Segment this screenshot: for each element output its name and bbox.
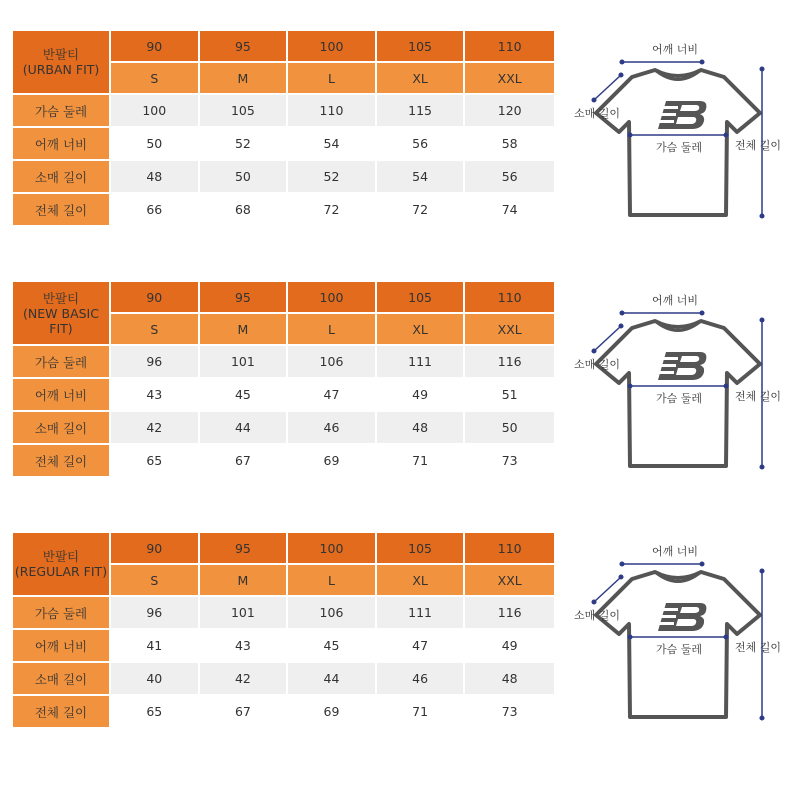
total-length-label: 전체 길이	[735, 641, 782, 654]
row-total-length	[13, 445, 554, 478]
fit-title-cell	[13, 282, 111, 346]
value-cell: 41	[111, 630, 200, 663]
value-cell: 67	[200, 696, 289, 729]
size-number: 110	[465, 282, 554, 314]
size-code: XL	[377, 314, 466, 346]
size-code: XXL	[465, 314, 554, 346]
row-label: 전체 길이	[13, 445, 111, 478]
value-cell: 43	[200, 630, 289, 663]
value-cell: 106	[288, 346, 377, 379]
row-shoulder	[13, 128, 554, 161]
value-cell: 44	[200, 412, 289, 445]
size-code: XXL	[465, 63, 554, 95]
row-label: 어깨 너비	[13, 379, 111, 412]
value-cell: 68	[200, 194, 289, 227]
size-number: 105	[377, 533, 466, 565]
size-code: S	[111, 565, 200, 597]
value-cell: 42	[111, 412, 200, 445]
row-label: 소매 길이	[13, 161, 111, 194]
value-cell: 50	[111, 128, 200, 161]
value-cell: 58	[465, 128, 554, 161]
row-chest	[13, 597, 554, 630]
size-table	[13, 31, 554, 227]
size-number: 110	[465, 31, 554, 63]
row-shoulder	[13, 379, 554, 412]
size-number-row	[13, 282, 554, 314]
value-cell: 72	[288, 194, 377, 227]
size-chart-new-basic-fit	[0, 282, 800, 492]
value-cell: 106	[288, 597, 377, 630]
size-number: 110	[465, 533, 554, 565]
value-cell: 56	[377, 128, 466, 161]
value-cell: 101	[200, 346, 289, 379]
value-cell: 120	[465, 95, 554, 128]
value-cell: 116	[465, 597, 554, 630]
row-label: 가슴 둘레	[13, 95, 111, 128]
fit-title: 반팔티	[42, 47, 80, 62]
value-cell: 48	[377, 412, 466, 445]
sleeve-length-label: 소매 길이	[574, 609, 621, 622]
shoulder-measure-line	[620, 311, 704, 315]
value-cell: 72	[377, 194, 466, 227]
total-length-label: 전체 길이	[735, 139, 782, 152]
size-code: L	[288, 565, 377, 597]
value-cell: 111	[377, 346, 466, 379]
row-chest	[13, 95, 554, 128]
fit-subtitle: (REGULAR FIT)	[14, 564, 108, 579]
size-code: XL	[377, 565, 466, 597]
chest-label: 가슴 둘레	[656, 141, 703, 154]
size-number: 105	[377, 282, 466, 314]
value-cell: 44	[288, 663, 377, 696]
size-number-row	[13, 533, 554, 565]
value-cell: 74	[465, 194, 554, 227]
value-cell: 100	[111, 95, 200, 128]
value-cell: 47	[288, 379, 377, 412]
fit-subtitle: (URBAN FIT)	[22, 62, 100, 77]
sleeve-length-label: 소매 길이	[574, 107, 621, 120]
size-code: S	[111, 314, 200, 346]
value-cell: 66	[111, 194, 200, 227]
value-cell: 65	[111, 696, 200, 729]
measurement-diagram	[572, 37, 787, 237]
value-cell: 51	[465, 379, 554, 412]
row-sleeve	[13, 412, 554, 445]
size-code: M	[200, 63, 289, 95]
size-table	[13, 282, 554, 478]
value-cell: 101	[200, 597, 289, 630]
size-code: M	[200, 314, 289, 346]
size-chart-regular-fit	[0, 533, 800, 743]
value-cell: 110	[288, 95, 377, 128]
value-cell: 49	[465, 630, 554, 663]
row-label: 어깨 너비	[13, 128, 111, 161]
value-cell: 48	[111, 161, 200, 194]
measurement-diagram	[572, 539, 787, 739]
shoulder-width-label: 어깨 너비	[652, 294, 699, 307]
value-cell: 56	[465, 161, 554, 194]
value-cell: 67	[200, 445, 289, 478]
fit-subtitle: (NEW BASIC FIT)	[23, 305, 99, 336]
value-cell: 54	[377, 161, 466, 194]
value-cell: 111	[377, 597, 466, 630]
row-label: 가슴 둘레	[13, 597, 111, 630]
row-label: 전체 길이	[13, 696, 111, 729]
value-cell: 116	[465, 346, 554, 379]
value-cell: 71	[377, 445, 466, 478]
size-number: 105	[377, 31, 466, 63]
row-sleeve	[13, 663, 554, 696]
size-number: 90	[111, 31, 200, 63]
size-number: 95	[200, 533, 289, 565]
row-label: 어깨 너비	[13, 630, 111, 663]
value-cell: 73	[465, 445, 554, 478]
size-code: XXL	[465, 565, 554, 597]
value-cell: 105	[200, 95, 289, 128]
value-cell: 45	[200, 379, 289, 412]
chest-label: 가슴 둘레	[656, 392, 703, 405]
value-cell: 69	[288, 696, 377, 729]
value-cell: 96	[111, 597, 200, 630]
value-cell: 65	[111, 445, 200, 478]
size-table	[13, 533, 554, 729]
measurement-diagram	[572, 288, 787, 488]
row-sleeve	[13, 161, 554, 194]
size-number: 95	[200, 31, 289, 63]
size-number: 90	[111, 282, 200, 314]
size-number-row	[13, 31, 554, 63]
value-cell: 52	[288, 161, 377, 194]
row-chest	[13, 346, 554, 379]
fit-title: 반팔티	[42, 549, 80, 564]
value-cell: 50	[200, 161, 289, 194]
value-cell: 47	[377, 630, 466, 663]
value-cell: 71	[377, 696, 466, 729]
row-total-length	[13, 194, 554, 227]
value-cell: 49	[377, 379, 466, 412]
fit-title: 반팔티	[42, 290, 80, 306]
row-label: 소매 길이	[13, 412, 111, 445]
size-code: L	[288, 63, 377, 95]
size-code: XL	[377, 63, 466, 95]
size-number: 100	[288, 31, 377, 63]
value-cell: 73	[465, 696, 554, 729]
value-cell: 42	[200, 663, 289, 696]
value-cell: 69	[288, 445, 377, 478]
shoulder-width-label: 어깨 너비	[652, 43, 699, 56]
value-cell: 52	[200, 128, 289, 161]
value-cell: 96	[111, 346, 200, 379]
size-chart-urban-fit	[0, 31, 800, 241]
value-cell: 43	[111, 379, 200, 412]
total-length-label: 전체 길이	[735, 390, 782, 403]
shoulder-measure-line	[620, 562, 704, 566]
size-code: M	[200, 565, 289, 597]
row-label: 소매 길이	[13, 663, 111, 696]
size-code: L	[288, 314, 377, 346]
size-number: 95	[200, 282, 289, 314]
shoulder-measure-line	[620, 60, 704, 64]
row-label: 전체 길이	[13, 194, 111, 227]
fit-title-cell	[13, 533, 111, 597]
value-cell: 48	[465, 663, 554, 696]
value-cell: 45	[288, 630, 377, 663]
size-number: 100	[288, 533, 377, 565]
value-cell: 54	[288, 128, 377, 161]
value-cell: 46	[377, 663, 466, 696]
shoulder-width-label: 어깨 너비	[652, 545, 699, 558]
sleeve-length-label: 소매 길이	[574, 358, 621, 371]
row-shoulder	[13, 630, 554, 663]
row-label: 가슴 둘레	[13, 346, 111, 379]
value-cell: 50	[465, 412, 554, 445]
row-total-length	[13, 696, 554, 729]
value-cell: 46	[288, 412, 377, 445]
size-number: 100	[288, 282, 377, 314]
size-code: S	[111, 63, 200, 95]
fit-title-cell	[13, 31, 111, 95]
value-cell: 40	[111, 663, 200, 696]
value-cell: 115	[377, 95, 466, 128]
chest-label: 가슴 둘레	[656, 643, 703, 656]
size-number: 90	[111, 533, 200, 565]
